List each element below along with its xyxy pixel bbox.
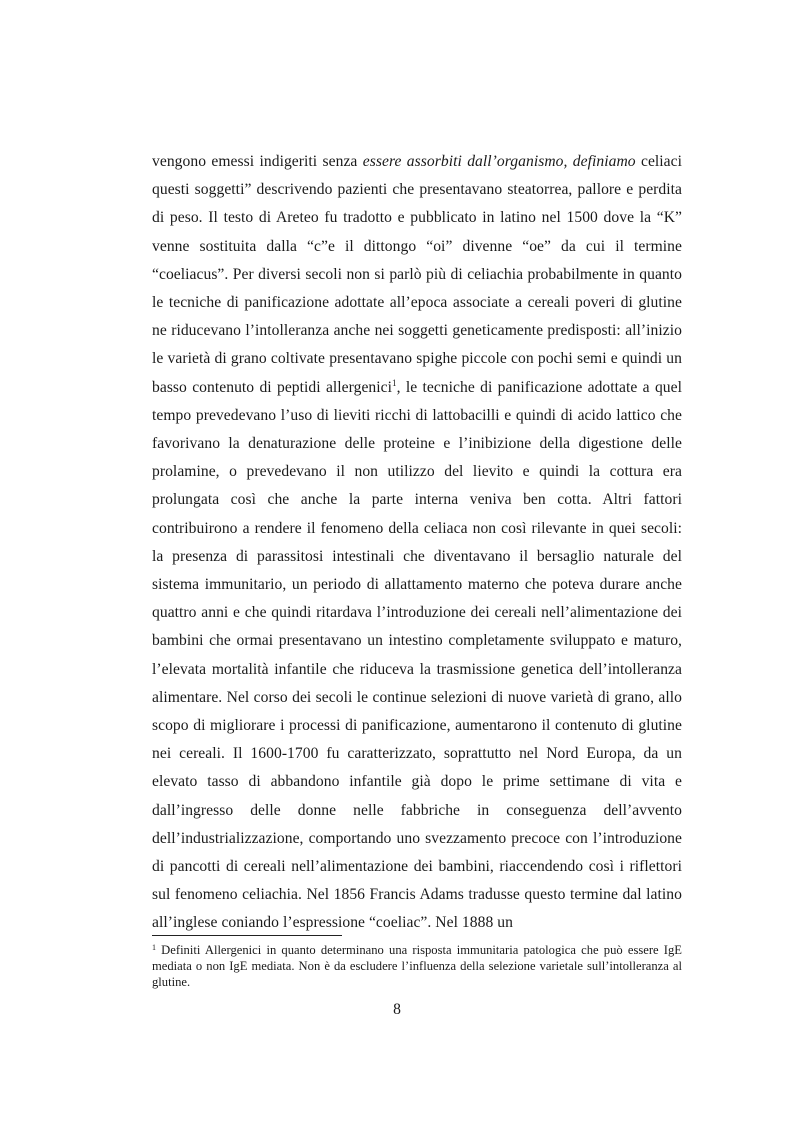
footnote-marker: 1 xyxy=(152,943,156,952)
footnote xyxy=(152,942,682,990)
footnote-reference[interactable]: 1 xyxy=(392,377,397,388)
paragraph-italic-text: essere assorbiti dall’organismo, definiamo xyxy=(362,153,636,170)
footnote-separator xyxy=(152,935,342,936)
body-paragraph xyxy=(152,148,682,938)
paragraph-text-middle: celiaci questi soggetti” descrivendo pazienti che presentavano steatorrea, pallore e perdita di peso. Il testo di Areteo fu tradotto e pubblicato in latino nel 1500 dove la “K” venne sostituita dalla “c”e il dittongo “oi” divenne “oe” da cui il termine “coeliacus”. Per diversi secoli non si parlò più di celiachia probabilmente in quanto le tecniche di panificazione adottate all’epoca associate a cereali poveri di glutine ne riducevano l’intolleranza anche nei soggetti geneticamente predisposti: all’inizio le varietà di grano coltivate presentavano spighe piccole con pochi semi e quindi un basso contenuto di peptidi allergenici xyxy=(152,153,683,396)
paragraph-text-start: vengono emessi indigeriti senza xyxy=(152,153,363,170)
page-number: 8 xyxy=(393,1001,401,1018)
paragraph-text-end: , le tecniche di panificazione adottate a quel tempo prevedevano l’uso di lieviti ricchi di lattobacilli e quindi di acido lattico che favorivano la denaturazione delle proteine e l’inibizione della digestione delle prolamine, o prevedevano il non utilizzo del lievito e quindi la cottura era prolungata così che anche la parte interna veniva ben cotta. Altri fattori contribuirono a rendere il fenomeno della celiaca non così rilevante in quei secoli: la presenza di parassitosi intestinali che diventavano il bersaglio naturale del sistema immunitario, un periodo di allattamento materno che poteva durare anche quattro anni e che quindi ritardava l’introduzione dei cereali nell’alimentazione dei bambini che ormai presentavano un intestino completamente sviluppato e maturo, l’elevata mortalità infantile che riduceva la trasmissione genetica dell’intolleranza alimentare. Nel corso dei secoli le continue selezioni di nuove varietà di grano, allo scopo di migliorare i processi di panificazione, aumentarono il contenuto di glutine nei cereali. Il 1600-1700 fu caratterizzato, soprattutto nel Nord Europa, da un elevato tasso di abbandono infantile già dopo le prime settimane di vita e dall’ingresso delle donne nelle fabbriche in conseguenza dell’avvento dell’industrializzazione, comportando uno svezzamento precoce con l’introduzione di pancotti di cereali nell’alimentazione dei bambini, riaccendendo così i riflettori sul fenomeno celiachia. Nel 1856 Francis Adams tradusse questo termine dal latino all’inglese coniando l’espressione “coeliac”. Nel 1888 un xyxy=(152,378,682,932)
footnote-text: Definiti Allergenici in quanto determinano una risposta immunitaria patologica che può essere IgE mediata o non IgE mediata. Non è da escludere l’influenza della selezione varietale sull’intolleranza al glutine. xyxy=(152,943,682,989)
